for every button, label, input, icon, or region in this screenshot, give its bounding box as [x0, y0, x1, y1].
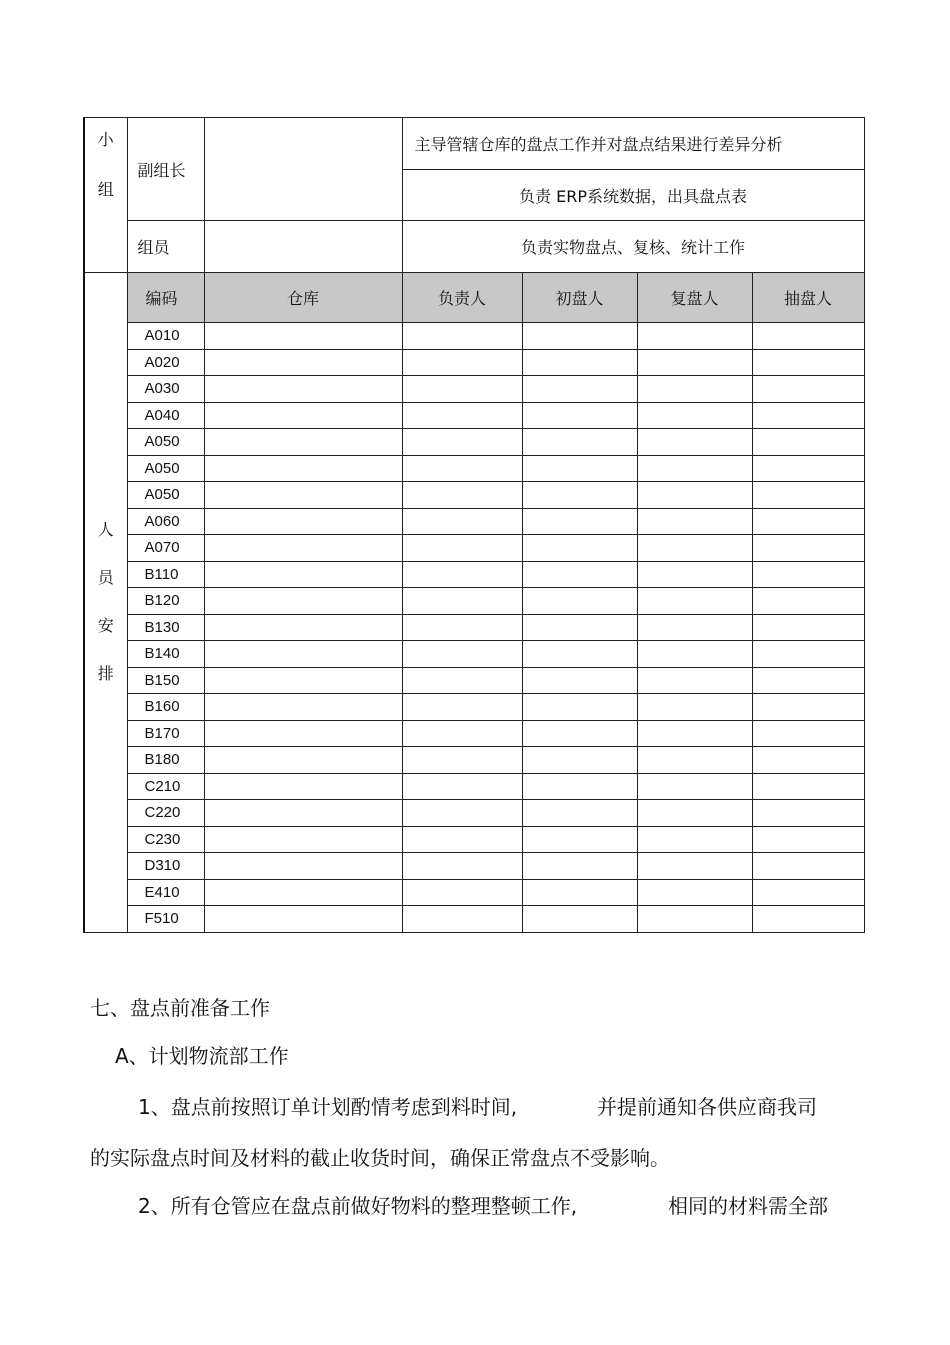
staff-label-char: 员 — [97, 568, 114, 588]
code-cell: C230 — [127, 826, 204, 853]
owner-cell — [402, 694, 522, 721]
header-spot-checker: 抽盘人 — [752, 273, 864, 323]
code-cell: A060 — [127, 508, 204, 535]
warehouse-cell — [204, 455, 402, 482]
spot-checker-cell — [752, 323, 864, 350]
code-cell: B130 — [127, 614, 204, 641]
warehouse-cell — [204, 482, 402, 509]
code-cell: F510 — [127, 906, 204, 933]
warehouse-cell — [204, 826, 402, 853]
table-row — [84, 376, 864, 403]
recounter-cell — [637, 482, 752, 509]
header-recounter: 复盘人 — [637, 273, 752, 323]
first-counter-cell — [522, 800, 637, 827]
table-row — [84, 323, 864, 350]
owner-cell — [402, 720, 522, 747]
table-row — [84, 402, 864, 429]
first-counter-cell — [522, 429, 637, 456]
first-counter-cell — [522, 853, 637, 880]
code-cell: B160 — [127, 694, 204, 721]
warehouse-cell — [204, 349, 402, 376]
first-counter-cell — [522, 323, 637, 350]
recounter-cell — [637, 323, 752, 350]
recounter-cell — [637, 641, 752, 668]
spot-checker-cell — [752, 349, 864, 376]
duty-erp: 负责 ERP系统数据，出具盘点表 — [402, 170, 864, 221]
warehouse-cell — [204, 667, 402, 694]
recounter-cell — [637, 455, 752, 482]
spot-checker-cell — [752, 482, 864, 509]
recounter-cell — [637, 906, 752, 933]
staff-arrangement-label-cell — [84, 273, 127, 933]
spot-checker-cell — [752, 535, 864, 562]
code-cell: A010 — [127, 323, 204, 350]
duty-physical-count: 负责实物盘点、复核、统计工作 — [402, 221, 864, 273]
recounter-cell — [637, 429, 752, 456]
warehouse-cell — [204, 853, 402, 880]
code-cell: B150 — [127, 667, 204, 694]
warehouse-cell — [204, 535, 402, 562]
table-row — [84, 614, 864, 641]
spot-checker-cell — [752, 694, 864, 721]
warehouse-cell — [204, 773, 402, 800]
staff-label-char: 人 — [97, 520, 114, 540]
spot-checker-cell — [752, 561, 864, 588]
group-label-cell — [84, 118, 127, 273]
recounter-cell — [637, 879, 752, 906]
warehouse-cell — [204, 614, 402, 641]
recounter-cell — [637, 853, 752, 880]
paragraph-2-line-1-a: 2、所有仓管应在盘点前做好物料的整理整顿工作, — [138, 1194, 578, 1218]
recounter-cell — [637, 376, 752, 403]
warehouse-cell — [204, 747, 402, 774]
owner-cell — [402, 376, 522, 403]
table-row — [84, 482, 864, 509]
table-row — [84, 853, 864, 880]
spot-checker-cell — [752, 853, 864, 880]
first-counter-cell — [522, 376, 637, 403]
section-subtitle: A、计划物流部工作 — [115, 1044, 289, 1068]
table-row — [84, 720, 864, 747]
code-cell: A020 — [127, 349, 204, 376]
owner-cell — [402, 641, 522, 668]
table-row — [84, 879, 864, 906]
warehouse-cell — [204, 720, 402, 747]
spot-checker-cell — [752, 826, 864, 853]
first-counter-cell — [522, 402, 637, 429]
recounter-cell — [637, 508, 752, 535]
code-cell: C220 — [127, 800, 204, 827]
code-cell: A040 — [127, 402, 204, 429]
spot-checker-cell — [752, 508, 864, 535]
table-row — [84, 747, 864, 774]
recounter-cell — [637, 826, 752, 853]
owner-cell — [402, 853, 522, 880]
table-row — [84, 588, 864, 615]
warehouse-cell — [204, 429, 402, 456]
header-first-counter: 初盘人 — [522, 273, 637, 323]
paragraph-1-line-1-a: 1、盘点前按照订单计划酌情考虑到料时间, — [138, 1095, 518, 1119]
owner-cell — [402, 508, 522, 535]
warehouse-cell — [204, 641, 402, 668]
first-counter-cell — [522, 773, 637, 800]
table-row — [84, 641, 864, 668]
recounter-cell — [637, 349, 752, 376]
recounter-cell — [637, 747, 752, 774]
recounter-cell — [637, 588, 752, 615]
owner-cell — [402, 455, 522, 482]
first-counter-cell — [522, 482, 637, 509]
paragraph-1-line-1-b: 并提前通知各供应商我司 — [597, 1095, 817, 1119]
code-cell: A070 — [127, 535, 204, 562]
code-cell: D310 — [127, 853, 204, 880]
spot-checker-cell — [752, 773, 864, 800]
warehouse-cell — [204, 906, 402, 933]
code-cell: B140 — [127, 641, 204, 668]
spot-checker-cell — [752, 376, 864, 403]
staff-label-char: 安 — [97, 616, 114, 636]
owner-cell — [402, 429, 522, 456]
table-row — [84, 455, 864, 482]
spot-checker-cell — [752, 429, 864, 456]
header-owner: 负责人 — [402, 273, 522, 323]
code-cell: A050 — [127, 482, 204, 509]
table-row — [84, 561, 864, 588]
owner-cell — [402, 561, 522, 588]
table-row — [84, 535, 864, 562]
table-row — [84, 826, 864, 853]
deputy-leader-name-cell — [204, 118, 402, 221]
table-row — [84, 667, 864, 694]
warehouse-cell — [204, 588, 402, 615]
first-counter-cell — [522, 694, 637, 721]
first-counter-cell — [522, 561, 637, 588]
warehouse-cell — [204, 508, 402, 535]
warehouse-cell — [204, 800, 402, 827]
header-code: 编码 — [127, 273, 204, 323]
table-row — [84, 429, 864, 456]
group-label-char: 小 — [97, 130, 114, 149]
warehouse-cell — [204, 323, 402, 350]
owner-cell — [402, 349, 522, 376]
spot-checker-cell — [752, 667, 864, 694]
code-cell: E410 — [127, 879, 204, 906]
spot-checker-cell — [752, 641, 864, 668]
code-cell: A030 — [127, 376, 204, 403]
owner-cell — [402, 482, 522, 509]
owner-cell — [402, 773, 522, 800]
owner-cell — [402, 747, 522, 774]
spot-checker-cell — [752, 402, 864, 429]
section-title: 七、盘点前准备工作 — [90, 996, 270, 1020]
owner-cell — [402, 826, 522, 853]
table-row — [84, 694, 864, 721]
recounter-cell — [637, 402, 752, 429]
first-counter-cell — [522, 879, 637, 906]
code-cell: B170 — [127, 720, 204, 747]
owner-cell — [402, 402, 522, 429]
recounter-cell — [637, 561, 752, 588]
duty-analysis: 主导管辖仓库的盘点工作并对盘点结果进行差异分析 — [402, 118, 864, 170]
deputy-leader-label: 副组长 — [127, 118, 204, 221]
owner-cell — [402, 906, 522, 933]
owner-cell — [402, 879, 522, 906]
group-label-char: 组 — [97, 180, 114, 199]
owner-cell — [402, 800, 522, 827]
member-label: 组员 — [127, 221, 204, 273]
recounter-cell — [637, 535, 752, 562]
table-row — [84, 906, 864, 933]
recounter-cell — [637, 800, 752, 827]
spot-checker-cell — [752, 720, 864, 747]
code-cell: A050 — [127, 429, 204, 456]
first-counter-cell — [522, 826, 637, 853]
code-cell: B180 — [127, 747, 204, 774]
first-counter-cell — [522, 349, 637, 376]
recounter-cell — [637, 667, 752, 694]
warehouse-cell — [204, 561, 402, 588]
warehouse-cell — [204, 376, 402, 403]
recounter-cell — [637, 694, 752, 721]
spot-checker-cell — [752, 747, 864, 774]
recounter-cell — [637, 614, 752, 641]
inventory-staff-table — [83, 117, 865, 933]
warehouse-cell — [204, 694, 402, 721]
code-cell: B120 — [127, 588, 204, 615]
spot-checker-cell — [752, 614, 864, 641]
first-counter-cell — [522, 535, 637, 562]
code-cell: B110 — [127, 561, 204, 588]
table-row — [84, 349, 864, 376]
staff-label-char: 排 — [97, 664, 114, 684]
spot-checker-cell — [752, 588, 864, 615]
paragraph-1-line-2: 的实际盘点时间及材料的截止收货时间，确保正常盘点不受影响。 — [90, 1146, 670, 1170]
table-row — [84, 508, 864, 535]
owner-cell — [402, 323, 522, 350]
code-cell: A050 — [127, 455, 204, 482]
first-counter-cell — [522, 906, 637, 933]
table-row — [84, 800, 864, 827]
warehouse-cell — [204, 879, 402, 906]
spot-checker-cell — [752, 906, 864, 933]
first-counter-cell — [522, 747, 637, 774]
member-name-cell — [204, 221, 402, 273]
spot-checker-cell — [752, 879, 864, 906]
code-cell: C210 — [127, 773, 204, 800]
paragraph-2-line-1-b: 相同的材料需全部 — [668, 1194, 828, 1218]
recounter-cell — [637, 720, 752, 747]
owner-cell — [402, 535, 522, 562]
first-counter-cell — [522, 508, 637, 535]
header-warehouse: 仓库 — [204, 273, 402, 323]
first-counter-cell — [522, 641, 637, 668]
warehouse-cell — [204, 402, 402, 429]
spot-checker-cell — [752, 800, 864, 827]
first-counter-cell — [522, 588, 637, 615]
first-counter-cell — [522, 455, 637, 482]
recounter-cell — [637, 773, 752, 800]
owner-cell — [402, 588, 522, 615]
first-counter-cell — [522, 614, 637, 641]
owner-cell — [402, 667, 522, 694]
spot-checker-cell — [752, 455, 864, 482]
owner-cell — [402, 614, 522, 641]
first-counter-cell — [522, 667, 637, 694]
first-counter-cell — [522, 720, 637, 747]
table-row — [84, 773, 864, 800]
